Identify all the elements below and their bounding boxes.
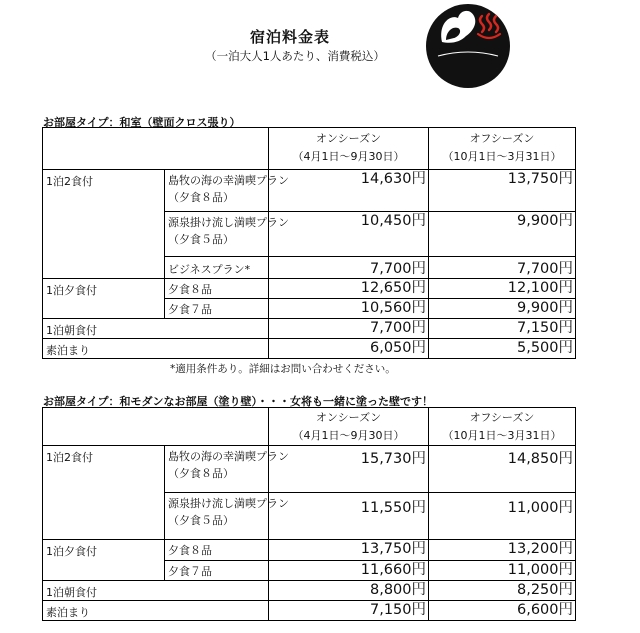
table-row bbox=[43, 601, 576, 621]
price-on-season: 13,750円 bbox=[269, 540, 429, 561]
table-row bbox=[43, 170, 576, 212]
plan-cell: 夕食７品 bbox=[165, 299, 269, 319]
header-blank bbox=[43, 128, 269, 170]
header-blank bbox=[43, 408, 269, 446]
price-on-season: 7,700円 bbox=[269, 257, 429, 279]
price-on-season: 7,700円 bbox=[269, 319, 429, 339]
price-on-season: 10,560円 bbox=[269, 299, 429, 319]
column-header-off-season: オフシーズン （10月1日～3月31日） bbox=[429, 408, 576, 446]
column-header-on-season: オンシーズン （4月1日～9月30日） bbox=[269, 128, 429, 170]
section1-title: お部屋タイプ：和室（壁面クロス張り） bbox=[43, 116, 241, 129]
page-subtitle: （一泊大人1人あたり、消費税込） bbox=[205, 49, 385, 63]
price-off-season: 14,850円 bbox=[429, 446, 576, 493]
category-cell: 1泊朝食付 bbox=[43, 319, 269, 339]
price-on-season: 10,450円 bbox=[269, 212, 429, 257]
price-on-season: 8,800円 bbox=[269, 581, 429, 601]
price-off-season: 11,000円 bbox=[429, 561, 576, 581]
category-cell: 1泊朝食付 bbox=[43, 581, 269, 601]
price-off-season: 9,900円 bbox=[429, 212, 576, 257]
price-off-season: 5,500円 bbox=[429, 339, 576, 359]
table-row bbox=[43, 540, 576, 561]
category-cell: 1泊2食付 bbox=[43, 170, 165, 279]
category-cell: 1泊夕食付 bbox=[43, 279, 165, 319]
section2-title: お部屋タイプ：和モダンなお部屋（塗り壁）・・・女将も一緒に塗った壁です！ bbox=[43, 395, 434, 408]
table-row bbox=[43, 279, 576, 299]
price-off-season: 8,250円 bbox=[429, 581, 576, 601]
table-row bbox=[43, 319, 576, 339]
plan-cell: 夕食８品 bbox=[165, 540, 269, 561]
price-on-season: 14,630円 bbox=[269, 170, 429, 212]
price-on-season: 11,550円 bbox=[269, 493, 429, 540]
category-cell: 素泊まり bbox=[43, 601, 269, 621]
plan-cell: 島牧の海の幸満喫プラン （夕食８品） bbox=[165, 446, 269, 493]
price-off-season: 7,700円 bbox=[429, 257, 576, 279]
page-title: 宿泊料金表 bbox=[249, 28, 330, 46]
plan-cell: 夕食７品 bbox=[165, 561, 269, 581]
plan-cell: ビジネスプラン* bbox=[165, 257, 269, 279]
price-off-season: 12,100円 bbox=[429, 279, 576, 299]
category-cell: 1泊夕食付 bbox=[43, 540, 165, 581]
plan-cell: 島牧の海の幸満喫プラン （夕食８品） bbox=[165, 170, 269, 212]
price-on-season: 7,150円 bbox=[269, 601, 429, 621]
price-table-washitsu bbox=[42, 127, 576, 359]
price-on-season: 6,050円 bbox=[269, 339, 429, 359]
plan-cell: 夕食８品 bbox=[165, 279, 269, 299]
price-on-season: 12,650円 bbox=[269, 279, 429, 299]
price-off-season: 11,000円 bbox=[429, 493, 576, 540]
category-cell: 素泊まり bbox=[43, 339, 269, 359]
price-off-season: 9,900円 bbox=[429, 299, 576, 319]
price-off-season: 7,150円 bbox=[429, 319, 576, 339]
price-off-season: 6,600円 bbox=[429, 601, 576, 621]
price-on-season: 15,730円 bbox=[269, 446, 429, 493]
price-off-season: 13,200円 bbox=[429, 540, 576, 561]
onsen-logo bbox=[424, 2, 512, 90]
category-cell: 1泊2食付 bbox=[43, 446, 165, 540]
table-row bbox=[43, 446, 576, 493]
table-row bbox=[43, 581, 576, 601]
footnote: *適用条件あり。詳細はお問い合わせください。 bbox=[170, 363, 396, 375]
table-row bbox=[43, 339, 576, 359]
column-header-off-season: オフシーズン （10月1日～3月31日） bbox=[429, 128, 576, 170]
plan-cell: 源泉掛け流し満喫プラン （夕食５品） bbox=[165, 493, 269, 540]
price-table-wamodern bbox=[42, 407, 576, 621]
price-on-season: 11,660円 bbox=[269, 561, 429, 581]
price-off-season: 13,750円 bbox=[429, 170, 576, 212]
plan-cell: 源泉掛け流し満喫プラン （夕食５品） bbox=[165, 212, 269, 257]
column-header-on-season: オンシーズン （4月1日～9月30日） bbox=[269, 408, 429, 446]
